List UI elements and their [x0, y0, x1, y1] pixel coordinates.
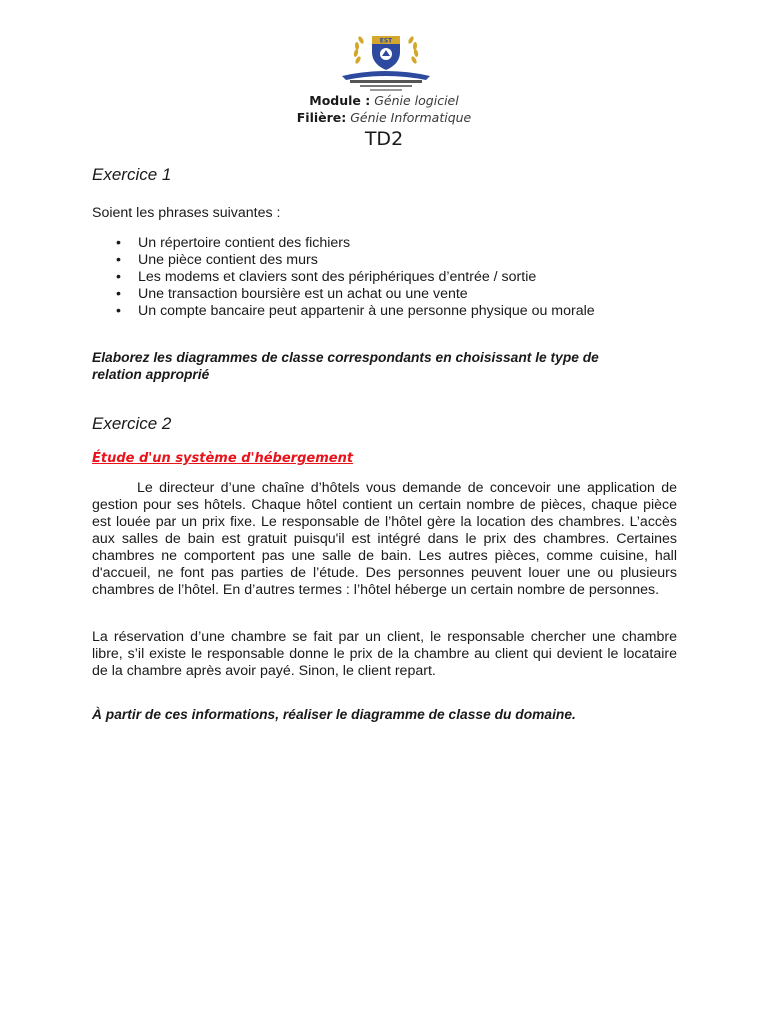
bullet-text: Une pièce contient des murs: [138, 252, 318, 268]
exercise1-intro: Soient les phrases suivantes :: [92, 205, 281, 221]
logo-text: EST: [379, 37, 393, 45]
bullet-icon: •: [116, 252, 121, 268]
exercise2-paragraph1: Le directeur d’une chaîne d’hôtels vous demande de concevoir une application de gestion pour ses hôtels. Chaque hôtel contient un certain nombre de pièces, chaque pièce est louée par un prix fixe. Le responsable de l’hôtel gère la location des chambres. L’accès aux salles de bain est gratuit puisqu'il est intégré dans le prix des chambres. Certaines chambres ne comportent pas une salle de bain. Les autres pièces, comme cuisine, hall d'accueil, ne font pas parties de l’étude. Des personnes peuvent louer une ou plusieurs chambres de l’hôtel. En d’autres termes : l’hôtel héberge un certain nombre de personnes.: [92, 480, 677, 598]
module-label: Module :: [309, 93, 371, 108]
bullet-text: Les modems et claviers sont des périphériques d’entrée / sortie: [138, 269, 537, 285]
filiere-line: [0, 110, 768, 125]
bullet-text: Un répertoire contient des fichiers: [138, 235, 351, 251]
filiere-value: Génie Informatique: [350, 110, 472, 125]
list-item: [92, 235, 595, 252]
list-item: [92, 303, 595, 320]
list-item: [92, 252, 595, 269]
bullet-text: Un compte bancaire peut appartenir à une personne physique ou morale: [138, 303, 595, 319]
module-value: Génie logiciel: [374, 93, 459, 108]
list-item: [92, 269, 595, 286]
module-line: [0, 93, 768, 108]
exercise1-instruction: Elaborez les diagrammes de classe correspondants en choisissant le type de relation approprié: [92, 350, 599, 382]
exercise1-title: Exercice 1: [92, 165, 172, 184]
exercise2-paragraph2: La réservation d’une chambre se fait par un client, le responsable chercher une chambre libre, s’il existe le responsable donne le prix de la chambre au client qui devient le locataire de la chambre après avoir payé. Sinon, le client repart.: [92, 629, 677, 679]
exercise1-bullet-list: [92, 235, 595, 320]
td-title: TD2: [364, 128, 404, 150]
exercise2-instruction: À partir de ces informations, réaliser le diagramme de classe du domaine.: [92, 707, 576, 722]
bullet-icon: •: [116, 303, 121, 319]
school-logo: [336, 30, 436, 92]
bullet-icon: •: [116, 286, 121, 302]
bullet-text: Une transaction boursière est un achat ou une vente: [138, 286, 468, 302]
exercise2-title: Exercice 2: [92, 414, 172, 433]
bullet-icon: •: [116, 235, 121, 251]
list-item: [92, 286, 595, 303]
exercise2-subtitle: Étude d'un système d'hébergement: [92, 451, 354, 466]
filiere-label: Filière:: [296, 110, 347, 125]
bullet-icon: •: [116, 269, 121, 285]
